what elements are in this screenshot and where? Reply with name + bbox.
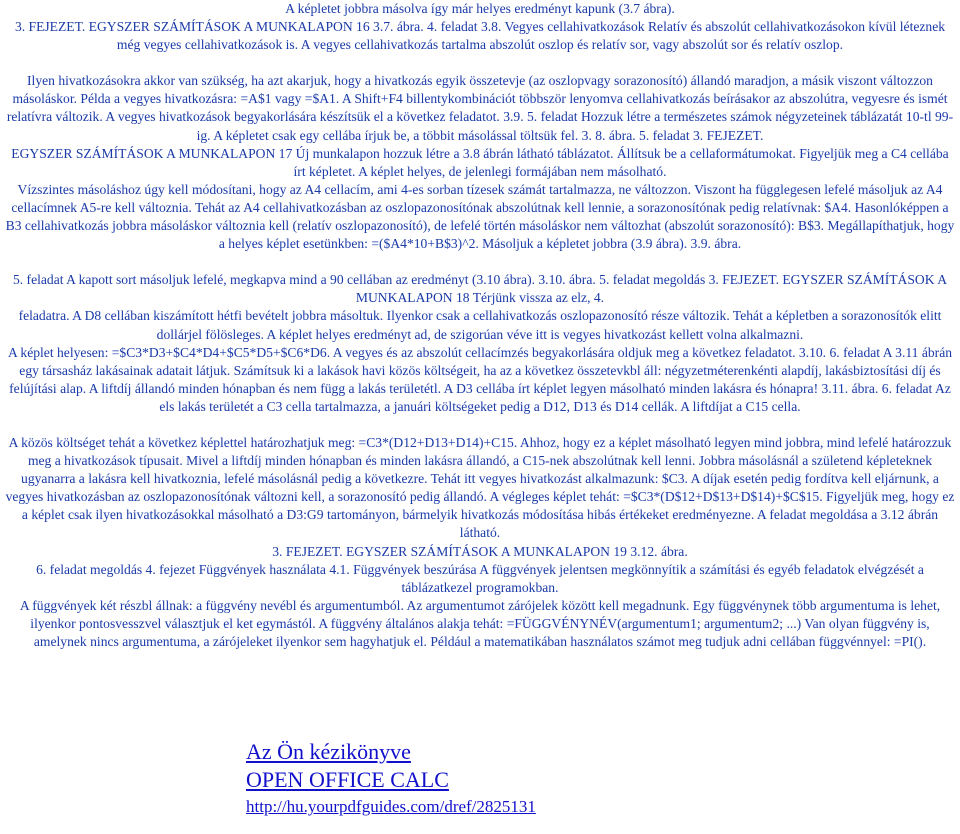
paragraph: A közös költséget tehát a következ képlettel határozhatjuk meg: =C3*(D12+D13+D14)+C15. Ahhoz, hogy ez a képlet másolható legyen mind jobbra, mind lefelé határozzuk meg a hivatkozások típusait. Mivel a liftdíj minden hónapban és minden lakásra állandó, a C15-nek abszolútnak kell lenni. Jobbra másolásnál a születend képleteknek ugyanarra a lakásra kell hivatkoznia, lefelé másolásnál pedig a következre. Tehát itt vegyes hivatkozást alkalmazunk: $C3. A díjak esetén pedig fordítva kell eljárnunk, a vegyes hivatkozásban az oszlopazonosítónak változni kell, a sorazonosító pedig állandó. A végleges képlet tehát: =$C3*(D$12+D$13+D$14)+$C$15. Figyeljük meg, hogy ez a képlet csak ilyen hivatkozásokkal másolható a D3:G9 tartományon, bármelyik hivatkozás módosítása hibás értékeket eredményezne. A feladat megoldása a 3.12 ábrán látható. — [5, 434, 955, 541]
paragraph: 6. feladat megoldás 4. fejezet Függvények használata 4.1. Függvények beszúrása A függvények jelentsen megkönnyítik a számítási és egyéb feladatok elvégzését a táblázatkezel programokban. — [36, 561, 924, 595]
manual-title-link[interactable]: Az Ön kézikönyve — [246, 739, 411, 764]
paragraph: A függvények két részbl állnak: a függvény nevébl és argumentumból. Az argumentumot zárójelek között kell megadnunk. Egy függvénynek több argumentuma is lehet, ilyenkor pontosvesszvel választjuk el ket egymástól. A függvény általános alakja tehát: =FÜGGVÉNYNÉV(argumentum1; argumentum2; ...) Van olyan függvény is, amelynek nincs argumentuma, a zárójeleket ilyenkor sem hagyhatjuk el. Például a matematikában használatos számot meg tudjuk adni cellában függvénnyel: =PI(). — [19, 597, 941, 649]
paragraph-gap — [4, 253, 956, 271]
paragraph: A képlet helyesen: =$C3*D3+$C4*D4+$C5*D5+$C6*D6. A vegyes és az abszolút cellacímzés begyakorlására oldjuk meg a következ feladatot. 3.10. 6. feladat A 3.11 ábrán egy társasház lakásainak adatait látjuk. Számítsuk ki a lakások havi közös költségeit, ha az a következ összetevkbl áll: négyzetméterenkénti alapdíj, lakásbiztosítási díj és felújítási alap. A liftdíj állandó minden hónapban és nem függ a lakás területétl. A D3 cellába írt képlet legyen másolható minden lakásra és hónapra! 3.11. ábra. 6. feladat Az els lakás területét a C3 cella tartalmazza, a januári költségeket pedig a D12, D13 és D14 cellák. A liftdíjat a C15 cella. — [7, 344, 953, 414]
url-link[interactable]: http://hu.yourpdfguides.com/dref/2825131 — [246, 797, 536, 816]
paragraph: EGYSZER SZÁMÍTÁSOK A MUNKALAPON 17 Új munkalapon hozzuk létre a 3.8 ábrán látható táblázatot. Állítsuk be a cellaformátumokat. Figyeljük meg a C4 cellába írt képletet. A képlet helyes, de jelenlegi formájában nem másolható. — [11, 145, 949, 179]
paragraph-gap — [4, 416, 956, 434]
paragraph-gap — [4, 54, 956, 72]
body-text — [4, 0, 956, 651]
paragraph: feladatra. A D8 cellában kiszámított hétfi bevételt jobbra másoltuk. Ilyenkor csak a cellahivatkozás oszlopazonosító része változik. Tehát a képletben a sorazonosítók elitt dollárjel fölösleges. A képlet helyes eredményt ad, de szigorúan véve itt is vegyes hivatkozást kellett volna alkalmazni. — [18, 308, 942, 342]
paragraph: 5. feladat A kapott sort másoljuk lefelé, megkapva mind a 90 cellában az eredményt (3.10 ábra). 3.10. ábra. 5. feladat megoldás 3. FEJEZET. EGYSZER SZÁMÍTÁSOK A MUNKALAPON 18 Térjünk vissza az elz, 4. — [12, 272, 948, 306]
paragraph: Vízszintes másoláshoz úgy kell módosítani, hogy az A4 cellacím, ami 4-es sorban tízesek számát tartalmazza, ne változzon. Viszont ha függlegesen lefelé másoljuk az A4 cellacímnek A5-re kell változnia. Tehát az A4 cellahivatkozásban az oszlopazonosítónak abszolútnak kell lennie, a sorazonosítónak pedig relatívnak: $A4. Hasonlóképpen a B3 cellahivatkozás jobbra másoláskor változnia kell (relatív oszlopazonosító), de lefelé történ másoláskor nem változhat (abszolút sorazonosító): B$3. Megállapíthatjuk, hogy a helyes képlet esetünkben: =($A4*10+B$3)^2. Másoljuk a képletet jobbra (3.9 ábra). 3.9. ábra. — [5, 181, 955, 252]
paragraph: 3. FEJEZET. EGYSZER SZÁMÍTÁSOK A MUNKALAPON 19 3.12. ábra. — [272, 543, 688, 559]
paragraph: Ilyen hivatkozásokra akkor van szükség, ha azt akarjuk, hogy a hivatkozás egyik összetevje (az oszlopvagy sorazonosító) állandó maradjon, a másik viszont változzon másoláskor. Példa a vegyes hivatkozásra: =A$1 vagy =$A1. A Shift+F4 billentykombinációt többször lenyomva cellahivatkozás beírásakor az abszolútra, vegyesre és ismét relatívra változik. A vegyes hivatkozások begyakorlására készítsük el a következ feladatot. 3.9. 5. feladat Hozzuk létre a természetes számok négyzeteinek táblázatát 10-tl 99-ig. A képletet csak egy cellába írjuk be, a többit másolással töltsük fel. 3. 8. ábra. 5. feladat 3. FEJEZET. — [6, 73, 954, 143]
paragraph: 3. FEJEZET. EGYSZER SZÁMÍTÁSOK A MUNKALAPON 16 3.7. ábra. 4. feladat 3.8. Vegyes cellahivatkozások Relatív és abszolút cellahivatkozásokon kívül léteznek még vegyes cellahivatkozások is. A vegyes cellahivatkozás tartalma abszolút oszlop és relatív sor, vagy abszolút sor és relatív oszlop. — [14, 19, 946, 53]
paragraph: A képletet jobbra másolva így már helyes eredményt kapunk (3.7 ábra). — [285, 1, 675, 16]
manual-links — [246, 738, 536, 818]
product-link[interactable]: OPEN OFFICE CALC — [246, 767, 449, 792]
